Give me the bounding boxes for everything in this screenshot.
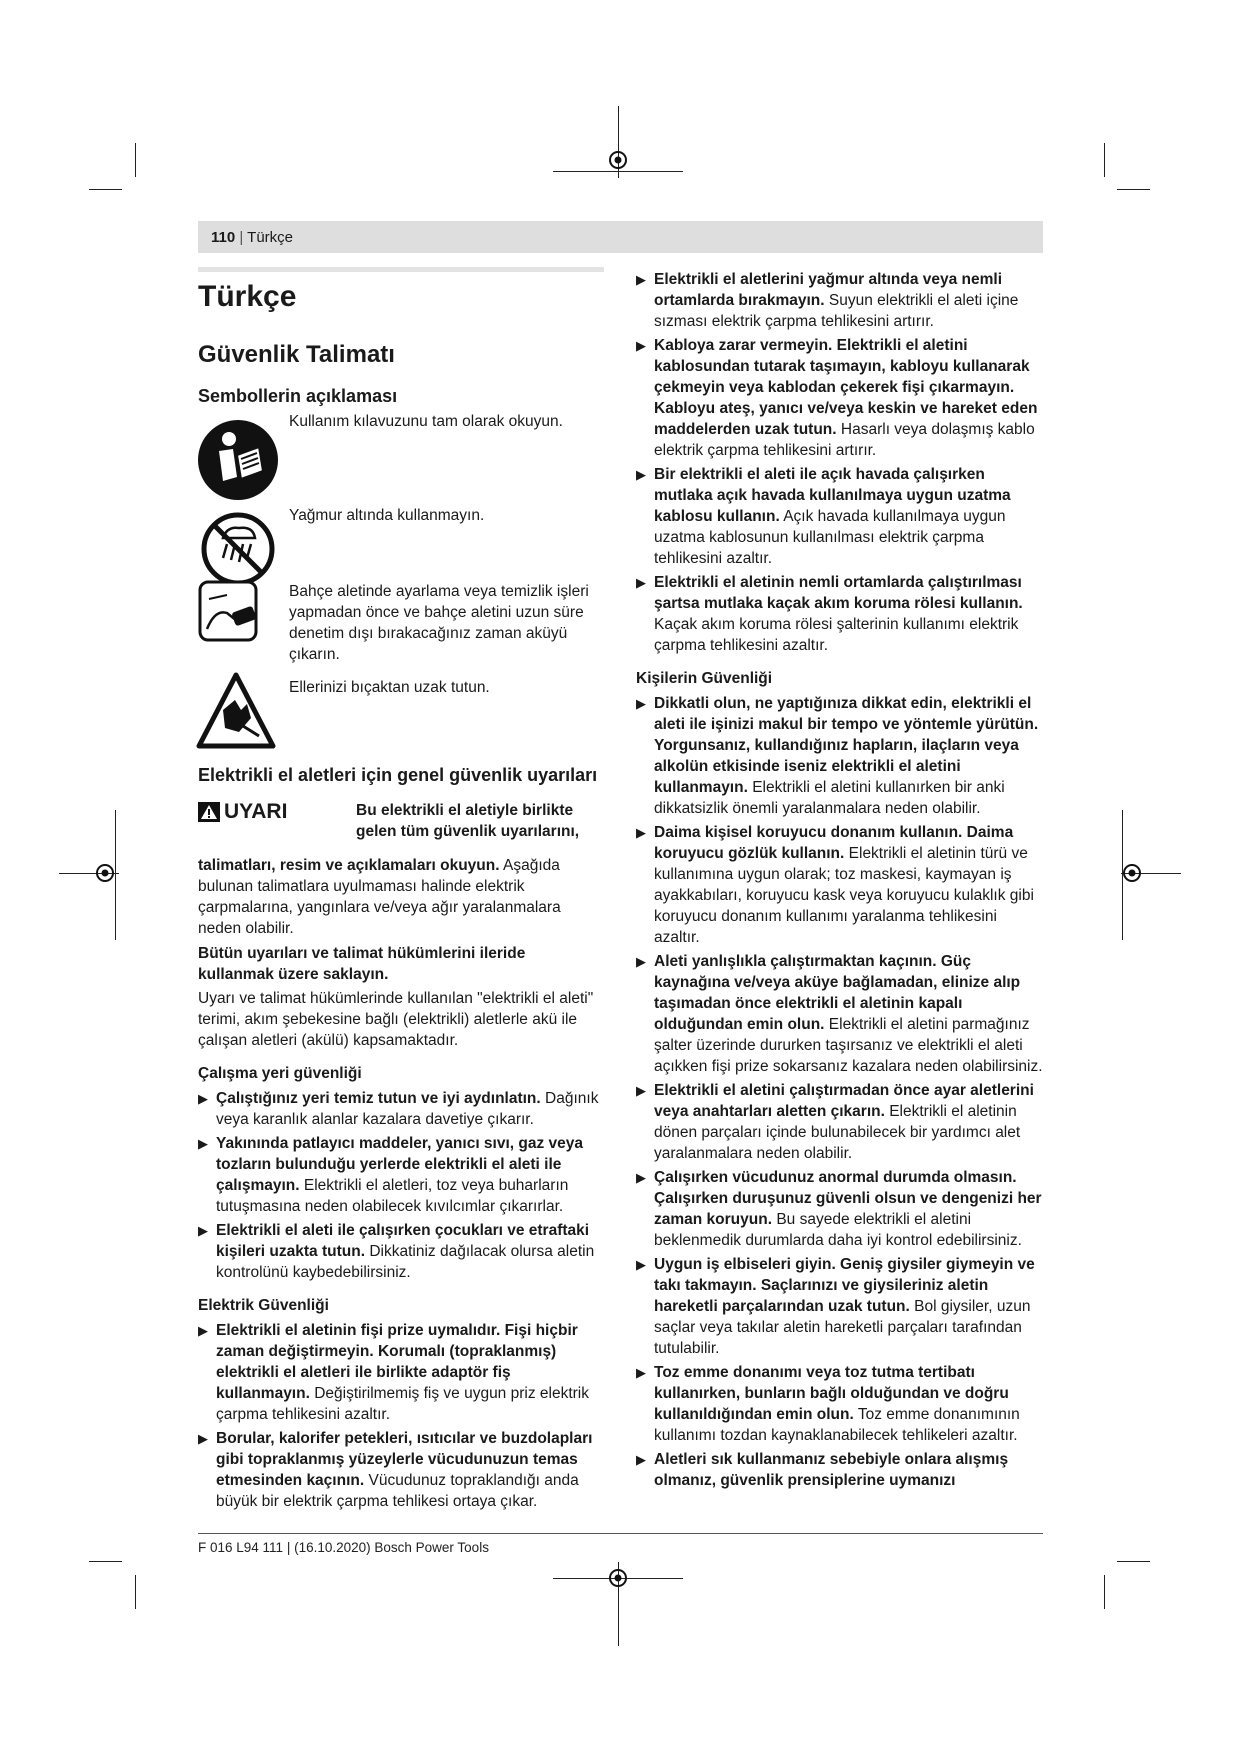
list-item-text: Suyun elektrikli el aleti içine sızması elektrik çarpma tehlikesini artırır. [654,292,1019,330]
list-item-text: Elektrikli el aletleri, toz veya buharların tutuşmasına neden olabilecek kıvılcımlar çıkarırlar. [216,1177,569,1215]
list-item [636,1080,1046,1164]
list-item [636,1254,1046,1359]
list-item-text: Açık havada kullanılmaya uygun uzatma kablosunun kullanılması elektrik çarpma tehlikesini azaltır. [654,508,1006,567]
page-footer: F 016 L94 111 | (16.10.2020) Bosch Power Tools [198,1540,489,1555]
warning-bold: talimatları, resim ve açıklamaları okuyun. [198,857,500,874]
list-item-bold: Uygun iş elbiseleri giyin. Geniş giysiler giymeyin ve takı takmayın. Saçlarınızı ve giysileriniz aletin hareketli parçalarından uzak tutun. [654,1256,1035,1315]
list-item-text: Elektrikli el aletinin türü ve kullanımına uygun olarak; toz maskesi, kaymayan iş ayakkabıları, koruyucu kask veya koruyucu kulaklık gibi koruyucu donanım kullanımı yaralanma tehlikesini azaltır. [654,845,1034,946]
work-area-heading: Çalışma yeri güvenliği [198,1065,362,1082]
list-item-bold: Toz emme donanımı veya toz tutma tertibatı kullanırken, bunların bağlı olduğundan ve doğru kullanıldığından emin olun. [654,1364,1009,1423]
list-item [636,464,1046,569]
registration-mark-icon [607,1567,629,1589]
list-item-bold: Aletleri sık kullanmanız sebebiyle onlara alışmış olmanız, güvenlik prensiplerine uymanızı [654,1451,1009,1489]
list-item-bold: Borular, kalorifer petekleri, ısıtıcılar ve buzdolapları gibi topraklanmış yüzeylerle vücudunuzun temas etmesinden kaçının. [216,1430,593,1489]
list-item-bold: Daima kişisel koruyucu donanım kullanın. Daima koruyucu gözlük kullanın. [654,824,1014,862]
list-item-text: Hasarlı veya dolaşmış kablo elektrik çarpma tehlikesini artırır. [654,421,1035,459]
right-column [636,269,1046,1494]
list-item [198,1320,602,1425]
crop-mark [89,1561,122,1562]
warning-triangle-icon [198,802,220,822]
crop-mark [135,143,136,177]
registration-mark-icon [1121,862,1143,884]
list-item-bold: Yakınında patlayıcı maddeler, yanıcı sıvı, gaz veya tozların bulunduğu yerlerde elektrikli el aleti ile çalışmayın. [216,1135,584,1194]
list-item-bold: Bir elektrikli el aleti ile açık havada çalışırken mutlaka açık havada kullanılmaya uygun uzatma kablosu kullanın. [654,466,1011,525]
page-title: Türkçe [198,280,297,313]
list-item-text: Elektrikli el aletini kullanırken bir anki dikkatsizlik önemli yaralanmalara neden olabilir. [654,779,1005,817]
crop-mark [1104,143,1105,177]
symbols-heading: Sembollerin açıklaması [198,386,398,406]
list-item-bold: Elektrikli el aletlerini yağmur altında veya nemli ortamlarda bırakmayın. [654,271,1003,309]
no-rain-icon [197,508,279,590]
registration-mark-icon [94,862,116,884]
crop-mark [135,1575,136,1609]
page-number: 110 [211,229,236,246]
list-item-text: Bu sayede elektrikli el aletini beklenmedik durumlarda daha iyi kontrol edebilirsiniz. [654,1211,1022,1249]
list-item-text: Bol giysiler, uzun saçlar veya takılar aletin hareketli parçaları tarafından tutulabilir. [654,1298,1031,1357]
read-manual-icon [197,419,279,501]
personal-safety-heading: Kişilerin Güvenliği [636,670,773,687]
crop-mark [1104,1575,1105,1609]
section-rule [198,267,604,272]
list-item-text: Toz emme donanımının kullanımı tozdan kaynaklanabilecek tehlikeleri azaltır. [654,1406,1020,1444]
list-item-bold: Dikkatli olun, ne yaptığınıza dikkat edin, elektrikli el aleti ile işinizi makul bir tempo ve yöntemle yürütün. Yorgunsanız, kullandığınız hapların, ilaçların veya alkolün etkisinde iseniz elektrikli el aletini kullanmayın. [654,695,1039,796]
symbol-description: Ellerinizi bıçaktan uzak tutun. [289,679,490,696]
keep-instructions: Bütün uyarıları ve talimat hükümlerini ileride kullanmak üzere saklayın. [198,945,526,983]
list-item-bold: Kabloya zarar vermeyin. Elektrikli el aletini kablosundan tutarak taşımayın, kabloyu kullanarak çekmeyin veya kablodan çekerek fişi çıkarmayın. Kabloyu ateş, yanıcı ve/veya keskin ve hareket eden maddelerden uzak tutun. [654,337,1038,438]
electrical-heading: Elektrik Güvenliği [198,1297,329,1314]
list-item-text: Kaçak akım koruma rölesi şalterinin kullanımı elektrik çarpma tehlikesini azaltır. [654,616,1019,654]
warning-label [198,800,287,824]
list-item [198,1088,602,1130]
list-item-text: Dikkatiniz dağılacak olursa aletin kontrolünü kaybedebilirsiniz. [216,1243,595,1281]
crop-mark [1117,189,1150,190]
list-item-bold: Çalıştığınız yeri temiz tutun ve iyi aydınlatın. [216,1090,541,1107]
warning-intro: Bu elektrikli el aletiyle birlikte gelen tüm güvenlik uyarılarını, [356,802,580,840]
general-warnings-heading: Elektrikli el aletleri için genel güvenlik uyarıları [198,765,598,785]
section-title: Güvenlik Talimatı [198,341,395,368]
page-header: 110 | Türkçe [211,229,294,246]
list-item-text: Elektrikli el aletini parmağınız şalter üzerinde dururken taşırsanız ve elektrikli el aleti açıkken fişi prize sokarsanız kazalara neden olabilirsiniz. [654,1016,1043,1075]
list-item [198,1428,602,1512]
warning-label-text: UYARI [224,800,288,823]
list-item-bold: Elektrikli el aleti ile çalışırken çocukları ve etraftaki kişileri uzakta tutun. [216,1222,590,1260]
list-item [636,1167,1046,1251]
symbol-description: Yağmur altında kullanmayın. [289,507,485,524]
symbol-description: Kullanım kılavuzunu tam olarak okuyun. [289,413,563,430]
crop-mark [89,189,122,190]
list-item [636,1362,1046,1446]
registration-mark-icon [607,149,629,171]
symbol-description: Bahçe aletinde ayarlama veya temizlik işleri yapmadan önce ve bahçe aletini uzun süre denetim dışı bırakacağınız zaman aküyü çıkarın. [289,583,589,663]
left-column [198,855,602,1515]
list-item [198,1133,602,1217]
list-item-text: Elektrikli el aletinin dönen parçaları içinde bulunabilecek bir yardımcı alet yaralanmalara neden olabilir. [654,1103,1021,1162]
list-item [636,335,1046,461]
list-item-bold: Elektrikli el aletinin nemli ortamlarda çalıştırılması şartsa mutlaka kaçak akım koruma rölesi kullanın. [654,574,1023,612]
definition-paragraph: Uyarı ve talimat hükümlerinde kullanılan "elektrikli el aleti" terimi, akım şebekesine bağlı (elektrikli) aletlerle akü ile çalışan aletleri (akülü) kapsamaktadır. [198,990,594,1049]
list-item-bold: Çalışırken vücudunuz anormal durumda olmasın. Çalışırken duruşunuz güvenli olsun ve dengenizi her zaman koruyun. [654,1169,1042,1228]
list-item [636,951,1046,1077]
header-band [198,221,1043,253]
list-item [636,693,1046,819]
list-item-bold: Aleti yanlışlıkla çalıştırmaktan kaçının. Güç kaynağına ve/veya aküye bağlamadan, elinize alıp taşımadan önce elektrikli el aletinin kapalı olduğundan emin olun. [654,953,1021,1033]
footer-rule [198,1533,1043,1534]
list-item [636,822,1046,948]
list-item [198,1220,602,1283]
crop-mark [1117,1561,1150,1562]
header-language: Türkçe [247,229,294,246]
warning-text: Aşağıda bulunan talimatlara uyulmaması halinde elektrik çarpmalarına, yangınlara ve/veya ağır yaralanmalara neden olabilir. [198,857,561,937]
remove-battery-icon [197,579,279,661]
crop-mark [553,171,683,172]
list-item [636,572,1046,656]
list-item-bold: Elektrikli el aletini çalıştırmadan önce ayar aletlerini veya anahtarları aletten çıkarın. [654,1082,1034,1120]
list-item-bold: Elektrikli el aletinin fişi prize uymalıdır. Fişi hiçbir zaman değiştirmeyin. Korumalı (topraklanmış) elektrikli el aletleri ile birlikte adaptör fiş kullanmayın. [216,1322,578,1402]
list-item [636,269,1046,332]
list-item-text: Vücudunuz topraklandığı anda büyük bir elektrik çarpma tehlikesi ortaya çıkar. [216,1472,579,1510]
list-item [636,1449,1046,1491]
list-item-text: Dağınık veya karanlık alanlar kazalara davetiye çıkarır. [216,1090,599,1128]
keep-hands-away-blade-icon [195,670,277,752]
list-item-text: Değiştirilmemiş fiş ve uygun priz elektrik çarpma tehlikesini azaltır. [216,1385,589,1423]
warning-paragraph [198,855,602,939]
